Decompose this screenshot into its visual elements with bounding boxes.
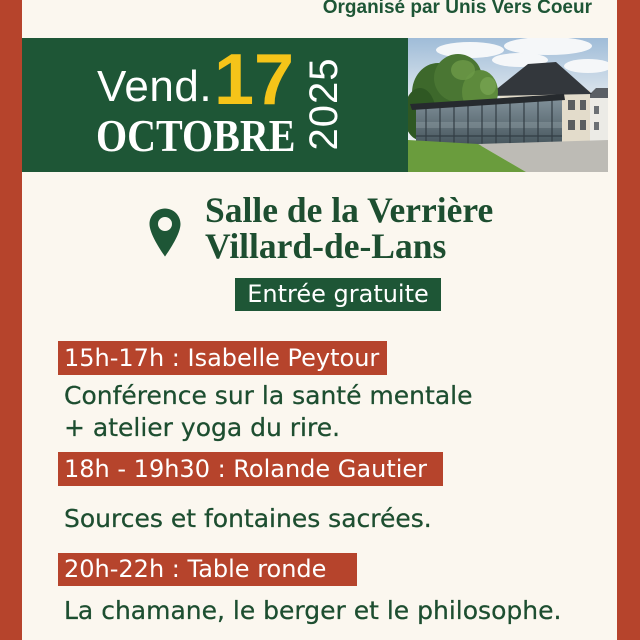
left-border: [0, 0, 22, 640]
program-description: [64, 380, 472, 444]
right-border: [617, 0, 640, 640]
program-description-line: Conférence sur la santé mentale: [64, 381, 473, 410]
date-month: OCTOBRE: [96, 110, 296, 161]
location-pin-icon: [148, 207, 182, 258]
program-description: [64, 503, 432, 535]
organizer-credit: Organisé par Unis Vers Coeur: [322, 0, 592, 18]
date-day-number: 17: [214, 40, 295, 120]
date-weekday: Vend.: [97, 62, 213, 111]
program-description-line: + atelier yoga du rire.: [64, 413, 341, 442]
program-slot-badge: 18h - 19h30 : Rolande Gautier: [58, 452, 443, 486]
program-description-line: La chamane, le berger et le philosophe.: [64, 596, 562, 625]
program-slot-badge: 15h-17h : Isabelle Peytour: [58, 341, 387, 375]
admission-badge: Entrée gratuite: [235, 278, 441, 311]
program-slot-badge: 20h-22h : Table ronde: [58, 553, 357, 586]
date-year: 2025: [302, 57, 346, 151]
venue-photo: [408, 38, 608, 172]
program-description-line: Sources et fontaines sacrées.: [64, 504, 432, 533]
program-description: [64, 595, 561, 627]
venue-name: Salle de la Verrière: [205, 190, 494, 230]
venue-town: Villard-de-Lans: [205, 226, 447, 266]
